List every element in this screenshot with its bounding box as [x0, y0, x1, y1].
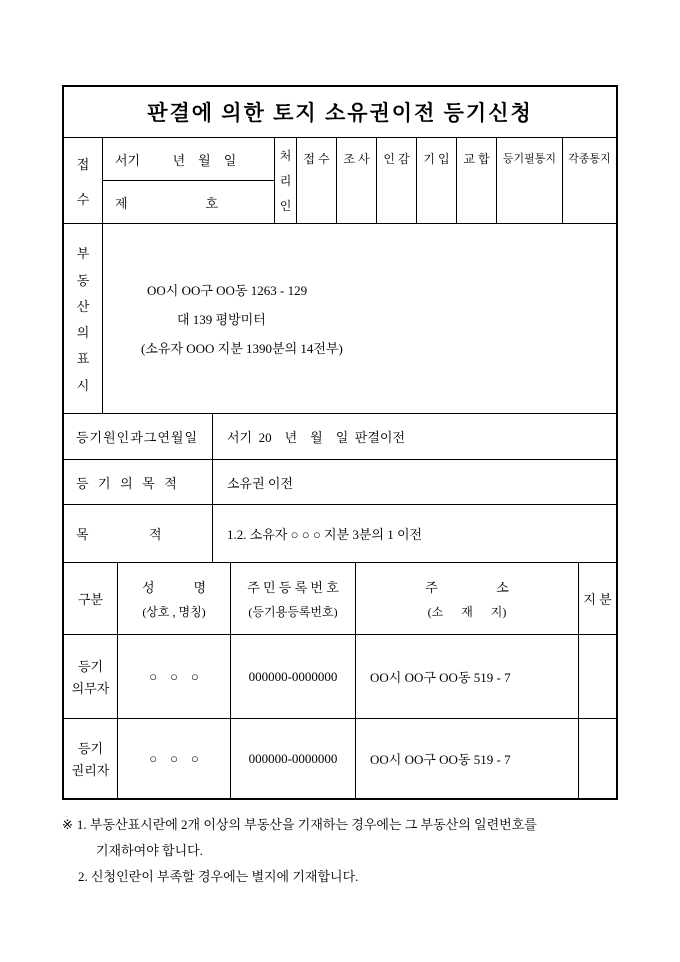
- receipt-date-line: 서기 년 월 일: [103, 138, 274, 181]
- party-table-header: [64, 562, 616, 634]
- property-address-line: OO시 OO구 OO동 1263 - 129: [147, 283, 308, 298]
- property-label-char-3: 산: [76, 298, 90, 314]
- registration-form-table: [62, 85, 618, 800]
- obligee-regno: 000000-0000000: [230, 719, 355, 798]
- object-row: [64, 504, 616, 562]
- receipt-section: [64, 137, 616, 223]
- header-name: [117, 563, 230, 634]
- property-label-char-4: 의: [76, 325, 90, 341]
- property-vertical-label: [64, 224, 102, 413]
- stamp-col-entry: 기 입: [416, 138, 456, 223]
- obligee-role-line1: 등기: [77, 741, 104, 756]
- object-label: 목 적: [76, 527, 163, 542]
- registration-cause-row: [64, 413, 616, 459]
- reference-mark-icon: ※: [62, 817, 73, 832]
- footnotes: [62, 812, 662, 890]
- receipt-date-column: [102, 138, 274, 223]
- cause-value: 서기 20 년 월 일 판결이전: [212, 414, 616, 459]
- footnote-1-continuation: 기재하여야 합니다.: [96, 843, 203, 858]
- header-share-label: 지 분: [583, 592, 612, 607]
- property-description: [102, 224, 616, 413]
- stamp-col-review: 조 사: [336, 138, 376, 223]
- footnote-1-text: 1. 부동산표시란에 2개 이상의 부동산을 기재하는 경우에는 그 부동산의 일련번호를: [76, 817, 537, 832]
- header-address: [355, 563, 578, 634]
- obligee-share: [578, 719, 616, 798]
- header-regno-top: 주 민 등 록 번 호: [247, 580, 339, 595]
- header-address-top: 주 소: [425, 580, 509, 595]
- header-regno-bottom: (등기용등록번호): [248, 605, 338, 619]
- property-section: [64, 223, 616, 413]
- property-area-line: 대 139 평방미터: [177, 312, 266, 327]
- stamp-col-misc-notice: 각종통지: [562, 138, 616, 223]
- property-label-char-2: 동: [76, 272, 90, 288]
- header-address-bottom: (소 재 지): [427, 605, 507, 619]
- purpose-value: 소유권 이전: [212, 460, 616, 504]
- processor-label-char-3: 인: [279, 199, 292, 213]
- obligee-role-label: [64, 719, 117, 798]
- receipt-vertical-label: [64, 138, 102, 223]
- stamp-col-completion-notice: 등기필통지: [496, 138, 562, 223]
- processor-label-char-1: 처: [279, 149, 292, 163]
- header-regno: [230, 563, 355, 634]
- obligee-address: OO시 OO구 OO동 519 - 7: [355, 719, 578, 798]
- stamp-col-collation: 교 합: [456, 138, 496, 223]
- processor-vertical-label: [274, 138, 296, 223]
- property-label-char-6: 시: [76, 377, 90, 393]
- header-category: [64, 563, 117, 634]
- property-label-char-1: 부: [76, 246, 90, 262]
- cause-label: 등기원인과그연월일: [76, 430, 199, 445]
- obligee-role-line2: 권리자: [71, 763, 110, 778]
- obligor-regno: 000000-0000000: [230, 635, 355, 718]
- obligor-name: ○ ○ ○: [117, 635, 230, 718]
- header-share: [578, 563, 616, 634]
- stamp-col-receipt: 접 수: [296, 138, 336, 223]
- form-title-row: [64, 87, 616, 137]
- header-category-label: 구분: [77, 592, 104, 607]
- processor-label-char-2: 리: [279, 174, 292, 188]
- property-share-line: (소유자 OOO 지분 1390분의 14전부): [141, 341, 343, 356]
- header-name-bottom: (상호 , 명칭): [142, 605, 206, 619]
- receipt-label-char-1: 접: [76, 156, 90, 172]
- obligor-address: OO시 OO구 OO동 519 - 7: [355, 635, 578, 718]
- receipt-number-line: 제 호: [115, 195, 219, 211]
- footnote-2: 2. 신청인란이 부족할 경우에는 별지에 기재합니다.: [78, 869, 359, 884]
- obligor-role-label: [64, 635, 117, 718]
- table-row-obligor: [64, 634, 616, 718]
- obligor-role-line2: 의무자: [71, 681, 110, 696]
- obligor-role-line1: 등기: [77, 659, 104, 674]
- obligor-share: [578, 635, 616, 718]
- stamp-col-seal: 인 감: [376, 138, 416, 223]
- property-label-char-5: 표: [76, 351, 90, 367]
- registration-purpose-row: [64, 459, 616, 504]
- purpose-label: 등 기 의 목 적: [76, 475, 178, 491]
- header-name-top: 성 명: [141, 580, 207, 595]
- obligee-name: ○ ○ ○: [117, 719, 230, 798]
- footnote-1: [62, 812, 662, 838]
- table-row-obligee: [64, 718, 616, 798]
- object-value: 1.2. 소유자 ○ ○ ○ 지분 3분의 1 이전: [212, 505, 616, 562]
- receipt-label-char-2: 수: [76, 191, 90, 207]
- form-title: 판결에 의한 토지 소유권이전 등기신청: [147, 101, 533, 125]
